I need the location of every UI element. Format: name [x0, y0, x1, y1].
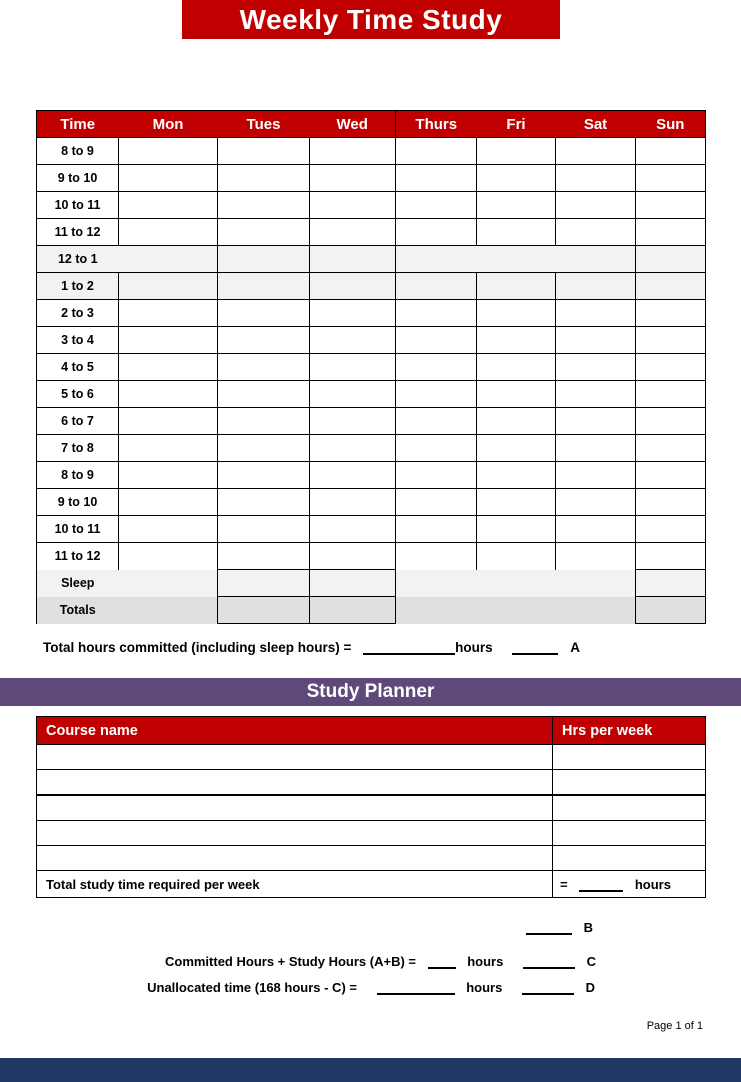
course-name-cell[interactable] — [37, 745, 553, 770]
time-entry-cell[interactable] — [396, 192, 477, 219]
weekly-header-row — [37, 111, 706, 138]
time-entry-cell[interactable] — [310, 570, 396, 597]
time-entry-cell[interactable] — [218, 516, 310, 543]
time-entry-cell[interactable] — [310, 327, 396, 354]
ref-d-blank-field[interactable] — [522, 980, 574, 995]
time-entry-cell[interactable] — [636, 327, 706, 354]
summary-line-c — [0, 954, 596, 969]
time-entry-cell[interactable] — [636, 192, 706, 219]
time-entry-cell[interactable] — [556, 138, 636, 165]
time-entry-cell[interactable] — [119, 219, 218, 246]
weekly-row-sleep — [37, 570, 706, 597]
time-entry-cell[interactable] — [310, 165, 396, 192]
course-name-cell[interactable] — [37, 821, 553, 846]
time-entry-cell[interactable] — [636, 597, 706, 624]
time-entry-cell[interactable] — [556, 462, 636, 489]
time-entry-cell[interactable] — [218, 192, 310, 219]
time-entry-cell[interactable] — [310, 219, 396, 246]
time-entry-cell[interactable] — [636, 435, 706, 462]
time-entry-cell[interactable] — [119, 138, 218, 165]
col-header-thurs: Thurs — [396, 111, 477, 138]
d-hours-blank-field[interactable] — [377, 980, 455, 995]
time-entry-cell[interactable] — [310, 435, 396, 462]
time-entry-cell[interactable] — [310, 381, 396, 408]
weekly-row-3-to-4 — [37, 327, 706, 354]
time-entry-cell[interactable] — [218, 246, 310, 273]
time-entry-cell[interactable] — [477, 570, 556, 597]
time-entry-cell[interactable] — [310, 246, 396, 273]
c-hours-blank-field[interactable] — [428, 954, 456, 969]
time-entry-cell[interactable] — [396, 570, 477, 597]
hrs-per-week-cell[interactable] — [553, 795, 706, 821]
time-entry-cell[interactable] — [477, 462, 556, 489]
time-entry-cell[interactable] — [310, 597, 396, 624]
col-header-fri: Fri — [477, 111, 556, 138]
time-entry-cell[interactable] — [556, 408, 636, 435]
weekly-row-6-to-7 — [37, 408, 706, 435]
weekly-row-8-to-9 — [37, 462, 706, 489]
row-label: Totals — [37, 597, 119, 624]
weekly-row-9-to-10 — [37, 489, 706, 516]
d-units-label: hours — [466, 980, 503, 995]
time-entry-cell[interactable] — [556, 300, 636, 327]
time-entry-cell[interactable] — [119, 597, 218, 624]
time-entry-cell[interactable] — [396, 543, 477, 570]
time-entry-cell[interactable] — [477, 354, 556, 381]
course-name-cell[interactable] — [37, 795, 553, 821]
time-entry-cell[interactable] — [396, 138, 477, 165]
time-entry-cell[interactable] — [396, 300, 477, 327]
weekly-row-10-to-11 — [37, 192, 706, 219]
weekly-body — [37, 138, 706, 624]
weekly-row-2-to-3 — [37, 300, 706, 327]
time-entry-cell[interactable] — [218, 435, 310, 462]
time-entry-cell[interactable] — [310, 354, 396, 381]
time-entry-cell[interactable] — [556, 219, 636, 246]
planner-body — [37, 745, 706, 871]
planner-row — [37, 795, 706, 821]
hrs-per-week-cell[interactable] — [553, 821, 706, 846]
time-entry-cell[interactable] — [310, 300, 396, 327]
time-entry-cell[interactable] — [218, 300, 310, 327]
time-entry-cell[interactable] — [119, 516, 218, 543]
time-entry-cell[interactable] — [119, 570, 218, 597]
time-entry-cell[interactable] — [310, 192, 396, 219]
time-entry-cell[interactable] — [218, 381, 310, 408]
row-label: 6 to 7 — [37, 408, 119, 435]
time-entry-cell[interactable] — [636, 543, 706, 570]
time-entry-cell[interactable] — [396, 489, 477, 516]
time-entry-cell[interactable] — [218, 273, 310, 300]
time-entry-cell[interactable] — [218, 138, 310, 165]
weekly-row-9-to-10 — [37, 165, 706, 192]
time-entry-cell[interactable] — [218, 489, 310, 516]
row-label: 2 to 3 — [37, 300, 119, 327]
time-entry-cell[interactable] — [119, 462, 218, 489]
weekly-row-1-to-2 — [37, 273, 706, 300]
time-entry-cell[interactable] — [310, 138, 396, 165]
c-units-label: hours — [467, 954, 504, 969]
time-entry-cell[interactable] — [477, 246, 556, 273]
time-entry-cell[interactable] — [119, 354, 218, 381]
time-entry-cell[interactable] — [477, 327, 556, 354]
time-entry-cell[interactable] — [396, 354, 477, 381]
time-entry-cell[interactable] — [119, 435, 218, 462]
time-entry-cell[interactable] — [396, 435, 477, 462]
time-entry-cell[interactable] — [636, 570, 706, 597]
weekly-row-totals — [37, 597, 706, 624]
time-entry-cell[interactable] — [396, 462, 477, 489]
row-label: 11 to 12 — [37, 219, 119, 246]
row-label: 8 to 9 — [37, 462, 119, 489]
time-entry-cell[interactable] — [477, 219, 556, 246]
row-label: 3 to 4 — [37, 327, 119, 354]
time-entry-cell[interactable] — [310, 543, 396, 570]
weekly-time-table — [36, 110, 706, 624]
time-entry-cell[interactable] — [119, 408, 218, 435]
time-entry-cell[interactable] — [218, 165, 310, 192]
time-entry-cell[interactable] — [556, 273, 636, 300]
page-number: Page 1 of 1 — [646, 1020, 703, 1032]
time-entry-cell[interactable] — [396, 327, 477, 354]
time-entry-cell[interactable] — [396, 273, 477, 300]
time-entry-cell[interactable] — [477, 408, 556, 435]
time-entry-cell[interactable] — [477, 138, 556, 165]
weekly-row-12-to-1 — [37, 246, 706, 273]
time-entry-cell[interactable] — [310, 462, 396, 489]
time-entry-cell[interactable] — [119, 273, 218, 300]
time-entry-cell[interactable] — [477, 543, 556, 570]
time-entry-cell[interactable] — [556, 192, 636, 219]
time-entry-cell[interactable] — [477, 489, 556, 516]
col-header-mon: Mon — [119, 111, 218, 138]
ref-b-blank-field[interactable] — [526, 920, 572, 935]
planner-header-row — [37, 717, 706, 745]
time-entry-cell[interactable] — [556, 516, 636, 543]
ref-c-blank-field[interactable] — [523, 954, 575, 969]
ref-a-label: A — [570, 640, 580, 655]
time-entry-cell[interactable] — [477, 192, 556, 219]
hrs-per-week-cell[interactable] — [553, 745, 706, 770]
row-label: 9 to 10 — [37, 165, 119, 192]
hrs-per-week-cell[interactable] — [553, 770, 706, 796]
col-header-wed: Wed — [310, 111, 396, 138]
time-entry-cell[interactable] — [477, 597, 556, 624]
time-entry-cell[interactable] — [396, 408, 477, 435]
time-entry-cell[interactable] — [556, 570, 636, 597]
row-label: 10 to 11 — [37, 516, 119, 543]
summary-line-d — [0, 980, 595, 995]
weekly-row-8-to-9 — [37, 138, 706, 165]
planner-row — [37, 846, 706, 871]
planner-total-label: Total study time required per week — [37, 871, 553, 898]
ref-a-blank-field[interactable] — [512, 640, 558, 655]
time-entry-cell[interactable] — [556, 327, 636, 354]
time-entry-cell[interactable] — [396, 516, 477, 543]
unallocated-time-label: Unallocated time (168 hours - C) = — [147, 980, 357, 995]
row-label: 5 to 6 — [37, 381, 119, 408]
summary-line-b — [0, 920, 593, 935]
time-entry-cell[interactable] — [119, 246, 218, 273]
time-entry-cell[interactable] — [396, 597, 477, 624]
time-entry-cell[interactable] — [310, 516, 396, 543]
time-entry-cell[interactable] — [556, 543, 636, 570]
time-entry-cell[interactable] — [218, 219, 310, 246]
time-entry-cell[interactable] — [556, 435, 636, 462]
time-entry-cell[interactable] — [636, 381, 706, 408]
time-entry-cell[interactable] — [218, 462, 310, 489]
time-entry-cell[interactable] — [310, 408, 396, 435]
time-entry-cell[interactable] — [636, 138, 706, 165]
time-entry-cell[interactable] — [119, 192, 218, 219]
row-label: 4 to 5 — [37, 354, 119, 381]
row-label: 10 to 11 — [37, 192, 119, 219]
ref-b-label: B — [583, 920, 593, 935]
time-entry-cell[interactable] — [119, 300, 218, 327]
planner-header-course-name: Course name — [37, 717, 553, 745]
study-planner-banner: Study Planner — [0, 678, 741, 706]
planner-row — [37, 821, 706, 846]
time-entry-cell[interactable] — [477, 516, 556, 543]
row-label: 9 to 10 — [37, 489, 119, 516]
course-name-cell[interactable] — [37, 770, 553, 796]
weekly-row-11-to-12 — [37, 219, 706, 246]
committed-plus-study-label: Committed Hours + Study Hours (A+B) = — [164, 954, 416, 969]
total-hours-units-label: hours — [455, 640, 493, 655]
col-header-tues: Tues — [218, 111, 310, 138]
row-label: 12 to 1 — [37, 246, 119, 273]
time-entry-cell[interactable] — [218, 597, 310, 624]
time-entry-cell[interactable] — [477, 273, 556, 300]
total-hours-label: Total hours committed (including sleep hours) = — [43, 640, 352, 655]
row-label: Sleep — [37, 570, 119, 597]
time-entry-cell[interactable] — [636, 300, 706, 327]
planner-total-blank-field[interactable] — [579, 877, 623, 892]
time-entry-cell[interactable] — [119, 165, 218, 192]
equals-sign: = — [560, 876, 568, 892]
study-planner-table — [36, 716, 706, 898]
time-entry-cell[interactable] — [636, 408, 706, 435]
weekly-row-7-to-8 — [37, 435, 706, 462]
time-entry-cell[interactable] — [477, 165, 556, 192]
time-entry-cell[interactable] — [636, 516, 706, 543]
time-entry-cell[interactable] — [396, 165, 477, 192]
row-label: 1 to 2 — [37, 273, 119, 300]
ref-c-label: C — [586, 954, 596, 969]
total-hours-line — [43, 640, 580, 655]
time-entry-cell[interactable] — [636, 354, 706, 381]
planner-total-value-cell[interactable] — [553, 871, 706, 898]
time-entry-cell[interactable] — [636, 219, 706, 246]
time-entry-cell[interactable] — [556, 489, 636, 516]
time-entry-cell[interactable] — [636, 462, 706, 489]
time-entry-cell[interactable] — [119, 489, 218, 516]
time-entry-cell[interactable] — [477, 435, 556, 462]
course-name-cell[interactable] — [37, 846, 553, 871]
col-header-sat: Sat — [556, 111, 636, 138]
col-header-sun: Sun — [636, 111, 706, 138]
row-label: 11 to 12 — [37, 543, 119, 570]
col-header-time: Time — [37, 111, 119, 138]
time-entry-cell[interactable] — [218, 354, 310, 381]
planner-row — [37, 745, 706, 770]
time-entry-cell[interactable] — [556, 165, 636, 192]
planner-total-row — [37, 871, 706, 898]
time-entry-cell[interactable] — [396, 381, 477, 408]
time-entry-cell[interactable] — [119, 381, 218, 408]
time-entry-cell[interactable] — [218, 543, 310, 570]
footer-bar — [0, 1058, 741, 1082]
time-entry-cell[interactable] — [310, 273, 396, 300]
row-label: 8 to 9 — [37, 138, 119, 165]
time-entry-cell[interactable] — [477, 381, 556, 408]
time-entry-cell[interactable] — [218, 408, 310, 435]
time-entry-cell[interactable] — [477, 300, 556, 327]
time-entry-cell[interactable] — [396, 246, 477, 273]
ref-d-label: D — [585, 980, 595, 995]
time-entry-cell[interactable] — [218, 327, 310, 354]
weekly-row-5-to-6 — [37, 381, 706, 408]
time-entry-cell[interactable] — [218, 570, 310, 597]
time-entry-cell[interactable] — [310, 489, 396, 516]
planner-total-units-label: hours — [634, 876, 671, 892]
planner-header-hrs-per-week: Hrs per week — [553, 717, 706, 745]
row-label: 7 to 8 — [37, 435, 119, 462]
weekly-row-10-to-11 — [37, 516, 706, 543]
time-entry-cell[interactable] — [636, 273, 706, 300]
time-entry-cell[interactable] — [556, 354, 636, 381]
time-entry-cell[interactable] — [119, 543, 218, 570]
planner-row — [37, 770, 706, 796]
weekly-row-11-to-12 — [37, 543, 706, 570]
total-hours-blank-field[interactable] — [363, 640, 455, 655]
time-entry-cell[interactable] — [119, 327, 218, 354]
document-title: Weekly Time Study — [182, 0, 560, 39]
time-entry-cell[interactable] — [556, 381, 636, 408]
time-entry-cell[interactable] — [556, 246, 636, 273]
time-entry-cell[interactable] — [636, 165, 706, 192]
time-entry-cell[interactable] — [636, 246, 706, 273]
time-entry-cell[interactable] — [636, 489, 706, 516]
weekly-row-4-to-5 — [37, 354, 706, 381]
time-entry-cell[interactable] — [556, 597, 636, 624]
hrs-per-week-cell[interactable] — [553, 846, 706, 871]
time-entry-cell[interactable] — [396, 219, 477, 246]
